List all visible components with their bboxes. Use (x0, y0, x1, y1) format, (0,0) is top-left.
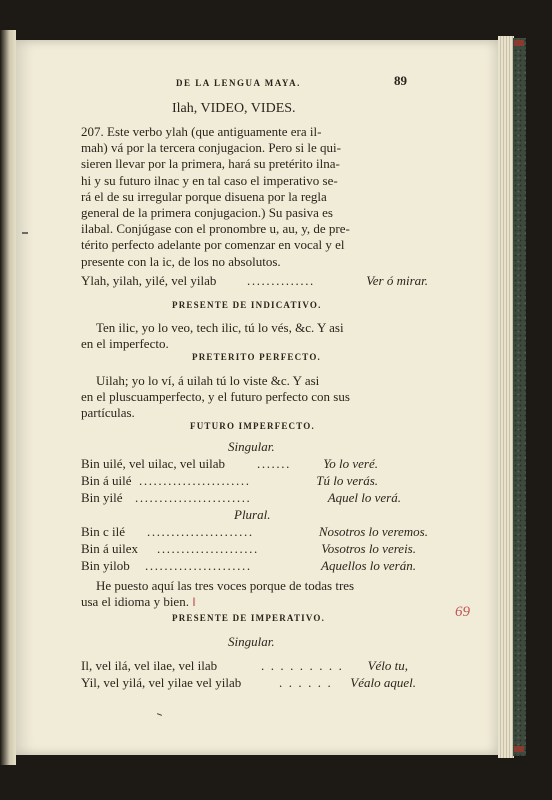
paragraph-line: sieren llevar por la primera, hará su pretérito ilna- (81, 156, 340, 172)
text-line: partículas. (81, 405, 135, 421)
conjugation-row (81, 456, 428, 472)
margin-annotation: 69 (455, 604, 470, 620)
form: Bin yilob (81, 558, 130, 573)
preterite-perfect-text (81, 373, 428, 422)
paragraph-line: hi y su futuro ilnac y en tal caso el imperativo se- (81, 172, 338, 188)
paragraph-line: presente con la ic, de los no absolutos. (81, 253, 281, 269)
note-line-text: usa el idioma y bien. (81, 594, 189, 610)
conjugation-row (81, 558, 428, 574)
page-number: 89 (394, 73, 407, 88)
heading-preterite-perfect: PRETERITO PERFECTO. (192, 352, 321, 362)
heading-present-imperative: PRESENTE DE IMPERATIVO. (172, 613, 326, 623)
infinitive-right: Ver ó mirar. (366, 273, 428, 288)
paragraph-line: rá el de su irregular porque disuena por la regla (81, 188, 327, 204)
meaning: Aquellos lo verán. (321, 558, 416, 573)
leader-dots: . . . . . . (279, 675, 333, 690)
leader-dots: ........................ (135, 490, 252, 505)
conjugation-row (81, 490, 428, 506)
form: Bin c ilé (81, 524, 126, 539)
leader-dots: . . . . . . . . . (261, 658, 344, 673)
marbled-cover (513, 38, 526, 756)
form: Il, vel ilá, vel ilae, vel ilab (81, 658, 218, 673)
conjugation-row (81, 541, 428, 557)
label-singular-imperative: Singular. (228, 634, 275, 649)
heading-future-imperfect: FUTURO IMPERFECTO. (190, 421, 315, 431)
running-title: DE LA LENGUA MAYA. (176, 78, 301, 88)
cover-corner-top (514, 40, 524, 46)
meaning: Vosotros lo vereis. (321, 541, 416, 556)
conjugation-row (81, 658, 428, 674)
heading-present-indicative: PRESENTE DE INDICATIVO. (172, 300, 322, 310)
paragraph-line: mah) vá por la tercera conjugacion. Pero si le qui- (81, 140, 341, 156)
pencil-mark (22, 232, 28, 234)
leader-dots: ....... (257, 456, 291, 471)
section-title-text: Ilah, VIDEO, VIDES. (172, 101, 296, 116)
form: Yil, vel yilá, vel yilae vel yilab (81, 675, 242, 690)
leader-dots: ..................... (157, 541, 259, 556)
text-line (81, 594, 428, 610)
text-line: en el imperfecto. (81, 336, 169, 352)
note-paragraph (81, 578, 428, 610)
meaning: Tú lo verás. (316, 473, 378, 488)
leader-dots: ...................... (147, 524, 254, 539)
text-line: en el pluscuamperfecto, y el futuro perfecto con sus (81, 389, 350, 405)
conjugation-row (81, 675, 428, 691)
text-line: Ten ilic, yo lo veo, tech ilic, tú lo vés, &c. Y asi (96, 320, 344, 335)
text-line: He puesto aquí las tres voces porque de todas tres (96, 578, 355, 593)
left-page-edge (0, 30, 16, 765)
infinitive-left: Ylah, yilah, yilé, vel yilab (81, 273, 217, 288)
form: Bin á uilex (81, 541, 139, 556)
paragraph-line: ilabal. Conjúgase con el pronombre u, au, y, de pre- (81, 221, 350, 237)
page-stack-edge (498, 36, 514, 758)
paragraph-line: 207. Este verbo ylah (que antiguamente era il- (81, 124, 322, 139)
paragraph-line: térito perfecto adelante por comenzar en vocal y el (81, 237, 345, 253)
conjugation-row (81, 524, 428, 540)
text-line: Uilah; yo lo ví, á uilah tú lo viste &c. Y asi (96, 373, 320, 388)
form: Bin uilé, vel uilac, vel uilab (81, 456, 226, 471)
red-pen-mark: ‖ (192, 594, 196, 610)
label-plural: Plural. (234, 507, 271, 522)
infinitive-row (81, 273, 428, 289)
section-title (172, 101, 296, 117)
leader-dots: ...................... (145, 558, 252, 573)
meaning: Vélo tu, (367, 658, 408, 673)
meaning: Yo lo veré. (323, 456, 378, 471)
meaning: Nosotros lo veremos. (318, 524, 428, 539)
meaning: Véalo aquel. (350, 675, 416, 690)
cover-corner-bottom (514, 746, 524, 752)
conjugation-row (81, 473, 428, 489)
meaning: Aquel lo verá. (327, 490, 401, 505)
present-indicative-text (81, 320, 428, 352)
form: Bin yilé (81, 490, 123, 505)
form: Bin á uilé (81, 473, 132, 488)
paragraph-207 (81, 124, 428, 270)
label-singular: Singular. (228, 439, 275, 454)
paragraph-line: general de la primera conjugacion.) Su pasiva es (81, 205, 333, 221)
leader-dots: ....................... (139, 473, 251, 488)
leader-dots: .............. (247, 273, 315, 288)
